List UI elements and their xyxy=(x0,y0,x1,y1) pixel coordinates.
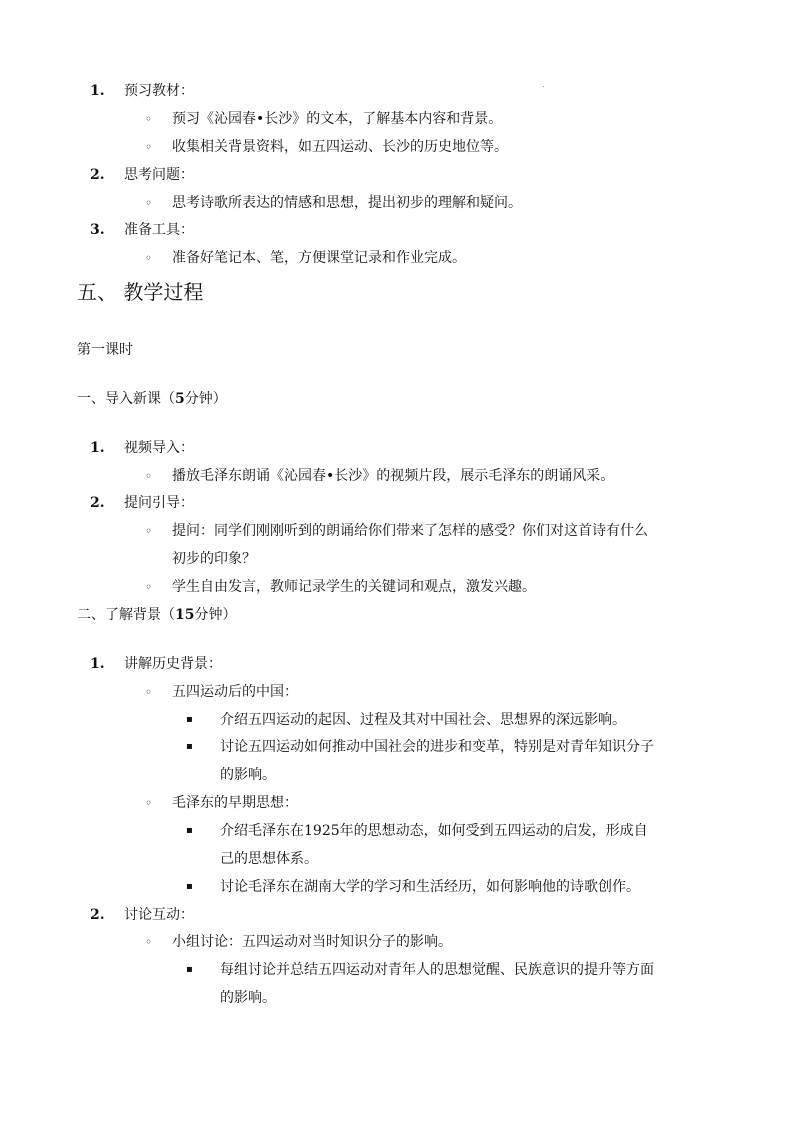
list-item-label: 提问引导： xyxy=(124,495,194,511)
list-number: 2. xyxy=(90,167,105,183)
part-title: 一、导入新课（5分钟） xyxy=(77,391,227,407)
circle-bullet-icon: ◦ xyxy=(145,580,153,594)
square-bullet-icon: ▪ xyxy=(186,714,193,725)
list-number: 2. xyxy=(90,907,105,923)
list-subsubitem: 每组讨论并总结五四运动对青年人的思想觉醒、民族意识的提升等方面 xyxy=(220,962,654,978)
list-subsubitem-continued: 的影响。 xyxy=(220,990,276,1006)
list-number: 2. xyxy=(90,495,105,511)
list-item-label: 讲解历史背景： xyxy=(124,656,222,672)
list-subsubitem: 介绍毛泽东在1925年的思想动态，如何受到五四运动的启发，形成自 xyxy=(220,823,648,839)
list-subitem: 预习《沁园春•长沙》的文本，了解基本内容和背景。 xyxy=(172,111,503,127)
section-heading: 五、 教学过程 xyxy=(77,280,204,304)
list-number: 1. xyxy=(90,656,105,672)
list-subitem: 毛泽东的早期思想： xyxy=(172,795,298,811)
circle-bullet-icon: ◦ xyxy=(145,685,153,699)
list-subitem: 准备好笔记本、笔，方便课堂记录和作业完成。 xyxy=(172,250,466,266)
lesson-title: 第一课时 xyxy=(77,342,133,358)
list-subsubitem: 介绍五四运动的起因、过程及其对中国社会、思想界的深远影响。 xyxy=(220,712,626,728)
part-title: 二、了解背景（15分钟） xyxy=(77,607,237,623)
list-subitem: 收集相关背景资料，如五四运动、长沙的历史地位等。 xyxy=(172,139,508,155)
circle-bullet-icon: ◦ xyxy=(145,140,153,154)
circle-bullet-icon: ◦ xyxy=(145,796,153,810)
list-item-label: 视频导入： xyxy=(124,440,194,456)
list-subsubitem-continued: 的影响。 xyxy=(220,767,276,783)
square-bullet-icon: ▪ xyxy=(186,741,193,752)
list-subitem: 小组讨论：五四运动对当时知识分子的影响。 xyxy=(172,934,452,950)
circle-bullet-icon: ◦ xyxy=(145,469,153,483)
list-item-label: 预习教材： xyxy=(124,83,194,99)
circle-bullet-icon: ◦ xyxy=(145,251,153,265)
list-number: 1. xyxy=(90,440,105,456)
list-item-label: 思考问题： xyxy=(124,167,194,183)
list-subitem: 五四运动后的中国： xyxy=(172,684,298,700)
list-subsubitem-continued: 己的思想体系。 xyxy=(220,851,318,867)
circle-bullet-icon: ◦ xyxy=(145,196,153,210)
list-item-label: 准备工具： xyxy=(124,222,194,238)
list-subitem-continued: 初步的印象？ xyxy=(172,551,256,567)
square-bullet-icon: ▪ xyxy=(186,825,193,836)
list-number: 3. xyxy=(90,222,105,238)
list-item-label: 讨论互动： xyxy=(124,907,194,923)
circle-bullet-icon: ◦ xyxy=(145,524,153,538)
list-subitem: 学生自由发言，教师记录学生的关键词和观点，激发兴趣。 xyxy=(172,579,536,595)
list-subsubitem: 讨论毛泽东在湖南大学的学习和生活经历，如何影响他的诗歌创作。 xyxy=(220,879,640,895)
list-subitem: 思考诗歌所表达的情感和思想，提出初步的理解和疑问。 xyxy=(172,195,522,211)
square-bullet-icon: ▪ xyxy=(186,964,193,975)
list-subitem: 提问：同学们刚刚听到的朗诵给你们带来了怎样的感受？你们对这首诗有什么 xyxy=(172,523,648,539)
list-subitem: 播放毛泽东朗诵《沁园春•长沙》的视频片段，展示毛泽东的朗诵风采。 xyxy=(172,468,615,484)
list-number: 1. xyxy=(90,83,105,99)
circle-bullet-icon: ◦ xyxy=(145,112,153,126)
stray-mark xyxy=(543,86,544,87)
square-bullet-icon: ▪ xyxy=(186,881,193,892)
list-subsubitem: 讨论五四运动如何推动中国社会的进步和变革，特别是对青年知识分子 xyxy=(220,739,654,755)
circle-bullet-icon: ◦ xyxy=(145,935,153,949)
